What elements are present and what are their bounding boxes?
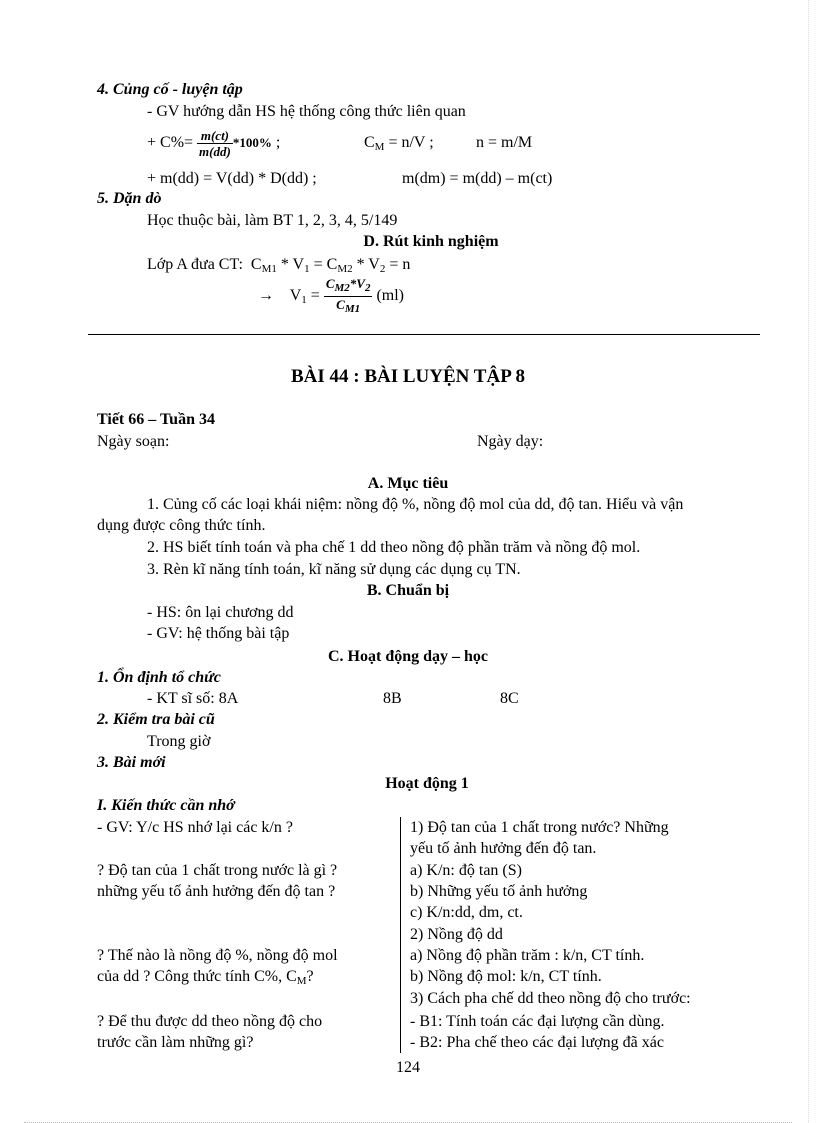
lesson-title: BÀI 44 : BÀI LUYỆN TẬP 8 <box>290 366 526 387</box>
v1-eq: = <box>306 287 320 305</box>
section-d-heading: D. Rút kinh nghiệm <box>363 233 499 250</box>
left-q4a: ? Để thu được dd theo nồng độ cho <box>97 1013 323 1030</box>
section-b-hs: - HS: ôn lại chương dd <box>147 604 294 621</box>
kien-thuc-heading: I. Kiến thức cần nhớ <box>97 797 235 814</box>
right-r2: yếu tố ảnh hưởng đến độ tan. <box>410 840 597 857</box>
class-8b: 8B <box>383 690 402 707</box>
section-4-line1: - GV hướng dẫn HS hệ thống công thức liên quan <box>147 103 466 120</box>
left-q2a: ? Độ tan của 1 chất trong nước là gì ? <box>97 862 338 879</box>
left-q3a: ? Thế nào là nồng độ %, nồng độ mol <box>97 947 338 964</box>
arrow-icon: → <box>258 287 274 305</box>
section-5-line1: Học thuộc bài, làm BT 1, 2, 3, 4, 5/149 <box>147 212 398 229</box>
left-q4b: trước cần làm những gì? <box>97 1034 254 1051</box>
subsection-2: 2. Kiểm tra bài cũ <box>97 711 215 728</box>
page-number: 124 <box>396 1059 420 1076</box>
cpct-semicolon: ; <box>275 134 281 152</box>
percent-formula <box>147 128 280 159</box>
section-a-p3: 3. Rèn kĩ năng tính toán, kĩ năng sử dụng các dụng cụ TN. <box>147 561 521 578</box>
n-formula: n = m/M <box>476 134 533 151</box>
cm-letter: C <box>364 134 375 151</box>
subsection-1: 1. Ổn định tổ chức <box>97 669 221 686</box>
cm-formula <box>364 133 434 157</box>
cm-rest: = n/V ; <box>384 134 434 151</box>
left-q2b: những yếu tố ảnh hưởng đến độ tan ? <box>97 883 336 900</box>
trong-gio: Trong giờ <box>147 733 211 750</box>
cpct-suffix: *100% <box>232 135 272 151</box>
right-r6: 2) Nồng độ dd <box>410 926 503 943</box>
right-r10: - B1: Tính toán các đại lượng cần dùng. <box>410 1013 665 1030</box>
section-c-heading: C. Hoạt động dạy – học <box>327 648 489 665</box>
cpct-fraction <box>197 128 233 159</box>
right-r11: - B2: Pha chế theo các đại lượng đã xác <box>410 1034 664 1051</box>
lop-a-label: Lớp A đưa CT: <box>147 256 243 273</box>
section-5-heading: 5. Dặn dò <box>97 190 162 207</box>
hoat-dong-1: Hoạt động 1 <box>385 775 469 792</box>
ngay-day: Ngày dạy: <box>477 433 544 450</box>
right-r5: c) K/n:dd, dm, ct. <box>410 904 523 921</box>
right-dotted-border <box>808 0 809 1123</box>
v1-numerator: $C_{M2}*V_2$ <box>324 276 373 297</box>
section-a-p1a: 1. Củng cố các loại khái niệm: nồng độ %, nồng độ mol của dd, độ tan. Hiểu và vận <box>147 496 684 513</box>
section-b-heading: B. Chuẩn bị <box>366 582 450 599</box>
section-4-heading: 4. Củng cố - luyện tập <box>97 81 243 98</box>
v1-fraction <box>324 276 373 317</box>
v1-denominator: $C_{M1}$ <box>336 297 361 315</box>
right-r9: 3) Cách pha chế dd theo nồng độ cho trước: <box>410 990 691 1007</box>
cm-sub: M <box>374 141 385 153</box>
ngay-soan: Ngày soạn: <box>97 433 170 450</box>
kt-si-so: - KT sĩ số: 8A <box>147 690 239 707</box>
mdd-formula: + m(dd) = V(dd) * D(dd) ; <box>147 170 317 187</box>
left-q3b: của dd ? Công thức tính C%, $C_M$? <box>97 968 314 987</box>
right-r3: a) K/n: độ tan (S) <box>410 862 522 879</box>
right-r1: 1) Độ tan của 1 chất trong nước? Những <box>410 819 669 836</box>
unit-ml: (ml) <box>376 287 404 305</box>
section-b-gv: - GV: hệ thống bài tập <box>147 625 290 642</box>
section-a-p2: 2. HS biết tính toán và pha chế 1 dd theo nồng độ phần trăm và nồng độ mol. <box>147 539 641 556</box>
class-8c: 8C <box>500 690 519 707</box>
tiet-tuan: Tiết 66 – Tuần 34 <box>97 411 215 428</box>
cpct-denominator: m(dd) <box>199 144 231 159</box>
v1-formula <box>258 276 404 319</box>
cpct-numerator: m(ct) <box>197 128 233 144</box>
separator-line <box>88 334 760 335</box>
section-a-p1b: dụng được công thức tính. <box>97 517 266 534</box>
right-r8: b) Nồng độ mol: k/n, CT tính. <box>410 968 602 985</box>
column-divider <box>400 817 401 1053</box>
dilution-formula: $C_{M1} * V_1 = C_{M2} * V_2 = n$ <box>250 256 411 275</box>
subsection-3: 3. Bài mới <box>97 754 166 771</box>
mdm-formula: m(dm) = m(dd) – m(ct) <box>402 170 553 187</box>
left-q1: - GV: Y/c HS nhớ lại các k/n ? <box>97 819 293 836</box>
v1-letter: V <box>289 287 302 305</box>
section-a-heading: A. Mục tiêu <box>367 475 449 492</box>
right-r7: a) Nồng độ phần trăm : k/n, CT tính. <box>410 947 645 964</box>
right-r4: b) Những yếu tố ảnh hưởng <box>410 883 588 900</box>
v1-sub: 1 <box>301 294 307 307</box>
cpct-prefix: + C%= <box>147 134 194 152</box>
